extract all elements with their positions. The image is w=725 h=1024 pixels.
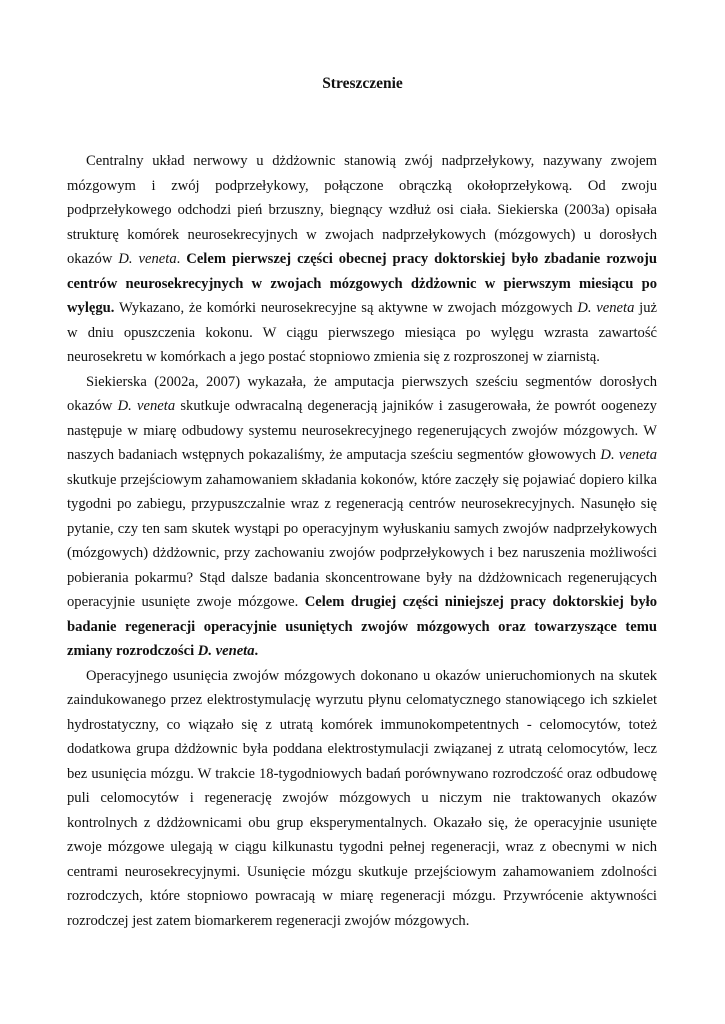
- text-run: skutkuje przejściowym zahamowaniem składania kokonów, które zaczęły się pojawiać dopiero kilka tygodni po zabiegu, przypuszczalnie wraz z regeneracją centrów neurosekrecyjnych. Nasunęło się pytanie, czy ten sam skutek wystąpi po operacyjnym wyłuskaniu samych zwojów nadprzełykowych (mózgowych) dżdżownic, przy zachowaniu zwojów podprzełykowych i bez naruszenia możliwości pobierania pokarmu? Stąd dalsze badania skoncentrowane były na dżdżownicach regenerujących operacyjnie usunięte zwoje mózgowe.: [67, 471, 657, 610]
- text-run: .: [254, 643, 259, 659]
- text-run: Siekierska (2002a, 2007) wykazała, że amputacja pierwszych sześciu segmentów dorosłych okazów: [67, 373, 657, 414]
- text-run: Celem pierwszej części obecnej pracy doktorskiej było zbadanie rozwoju centrów neurosekrecyjnych w zwojach mózgowych dżdżownic w pierwszym miesiącu po wylęgu.: [67, 251, 658, 316]
- text-run: D. veneta: [600, 447, 657, 463]
- paragraph-3: [67, 664, 657, 934]
- text-run: D. veneta: [117, 398, 176, 414]
- text-run: Centralny układ nerwowy u dżdżownic stanowią zwój nadprzełykowy, nazywany zwojem mózgowym i zwój podprzełykowy, połączone obrączką okołoprzełykową. Od zwoju podprzełykowego odchodzi pień brzuszny, biegnący wzdłuż osi ciała. Siekierska (2003a) opisała strukturę komórek neurosekrecyjnych w zwojach nadprzełykowych (mózgowych) u dorosłych okazów: [67, 153, 657, 267]
- text-run: Celem drugiej części niniejszej pracy doktorskiej było badanie regeneracji operacyjnie usuniętych zwojów mózgowych oraz towarzyszące temu zmiany rozrodczości: [67, 594, 658, 659]
- page-title: Streszczenie: [322, 75, 403, 92]
- text-run: już w dniu opuszczenia kokonu. W ciągu pierwszego miesiąca po wylęgu wzrasta zawartość neurosekretu w komórkach a jego postać stopniowo zmienia się z rozproszonej w ziarnistą.: [67, 300, 657, 365]
- text-run: Wykazano, że komórki neurosekrecyjne są aktywne w zwojach mózgowych: [114, 300, 578, 316]
- document-body: [67, 149, 657, 933]
- text-run: Operacyjnego usunięcia zwojów mózgowych dokonano u okazów unieruchomionych na skutek zaindukowanego przez elektrostymulację wyrzutu płynu celomatycznego stanowiącego ich szkielet hydrostatyczny, co wiązało się z utratą komórek immunokompetentnych - celomocytów, toteż dodatkowa grupa dżdżownic była poddana elektrostymulacji związanej z utratą celomocytów, lecz bez usunięcia mózgu. W trakcie 18-tygodniowych badań porównywano rozrodczość oraz odbudowę puli celomocytów i regenerację zwojów mózgowych u niczym nie traktowanych okazów kontrolnych z dżdżownicami obu grup eksperymentalnych. Okazało się, że operacyjnie usunięte zwoje mózgowe ulegają w ciągu kilkunastu tygodni pełnej regeneracji, wraz z obecnymi w nich centrami neurosekrecyjnymi. Usunięcie mózgu skutkuje przejściowym zahamowaniem zdolności rozrodczych, które stopniowo powracają w miarę regeneracji mózgu. Przywrócenie aktywności rozrodczej jest zatem biomarkerem regeneracji zwojów mózgowych.: [67, 667, 657, 929]
- text-run: D. veneta: [197, 643, 255, 659]
- text-run: skutkuje odwracalną degeneracją jajników i zasugerowała, że powrót oogenezy następuje w miarę odbudowy systemu neurosekrecyjnego regenerujących zwojów mózgowych. W naszych badaniach wstępnych pokazaliśmy, że amputacja sześciu segmentów głowowych: [67, 398, 657, 463]
- text-run: .: [176, 251, 187, 267]
- paragraph-2: [67, 370, 657, 664]
- text-run: D. veneta: [118, 251, 177, 267]
- paragraph-1: [67, 149, 657, 370]
- text-run: D. veneta: [577, 300, 635, 316]
